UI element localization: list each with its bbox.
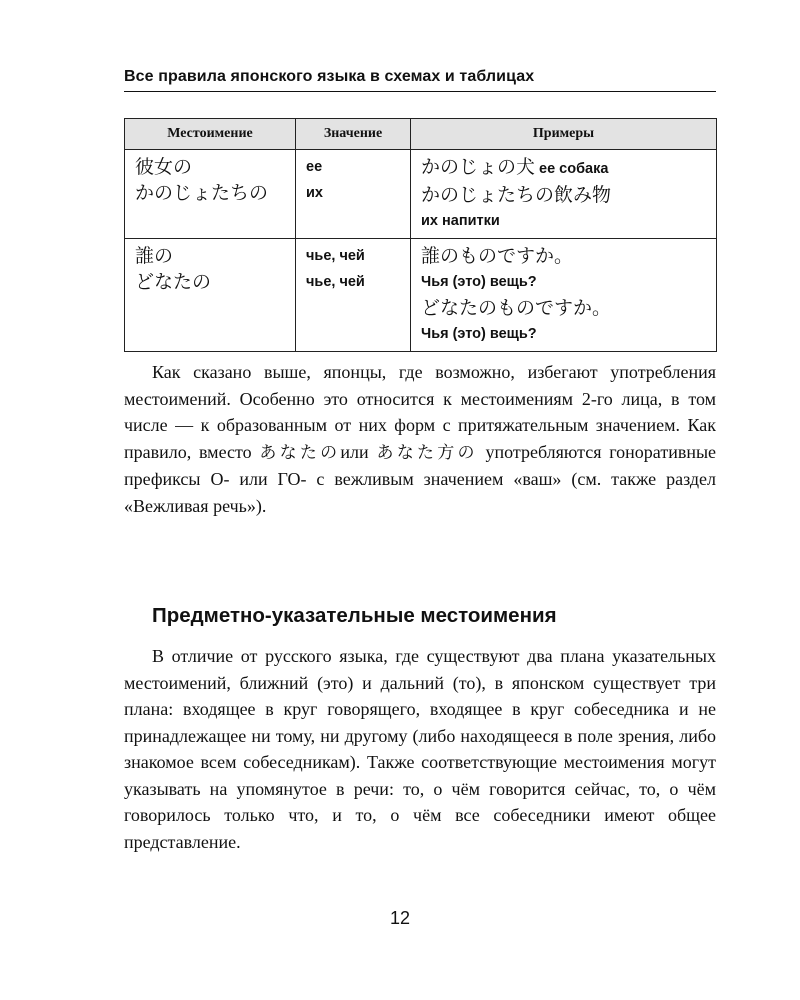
section-heading: Предметно-указательные местоимения bbox=[152, 604, 557, 627]
paragraph-demonstratives bbox=[124, 643, 716, 855]
example-ru: ее собака bbox=[539, 161, 609, 177]
running-head: Все правила японского языка в схемах и таблицах bbox=[124, 68, 716, 92]
column-header-meaning: Значение bbox=[296, 119, 411, 150]
meaning-cell bbox=[296, 150, 411, 239]
example-jp: どなたのものですか。 bbox=[421, 297, 612, 319]
table-row bbox=[125, 239, 717, 352]
example-ru: их напитки bbox=[421, 213, 500, 229]
meaning-cell bbox=[296, 239, 411, 352]
meaning-text: чье, чей bbox=[306, 274, 365, 290]
paragraph-text: В отличие от русского языка, где существуют два плана указательных местоимений, ближний (это) и дальний (то), в японском существует три плана: входящее в круг говорящего, входящее в круг собеседника и не принадлежащее ни тому, ни другому (либо находящееся в поле зрения, либо знакомое всем собеседникам). Также соответствующие местоимения могут указывать на упомянутое в речи: то, о чём говорится сейчас, то, о чём говорилось только что, и то, о чём все собеседники имеют общее представление. bbox=[124, 646, 716, 852]
paragraph-text: Как сказано выше, японцы, где возможно, избегают употребления местоимений. Особенно это относится к местоимениям 2-го лица, в том числе — к образованным от них форм с притяжательным значением. Как правило, вместо bbox=[124, 362, 716, 462]
column-header-pronoun: Местоимение bbox=[125, 119, 296, 150]
pronoun-cell bbox=[125, 239, 296, 352]
pronoun-text: どなたの bbox=[135, 271, 212, 293]
paragraph-pronoun-avoidance bbox=[124, 359, 716, 519]
table-row bbox=[125, 150, 717, 239]
paragraph-text: употребляются гоноративные префиксы О- или ГО- с вежливым значением «ваш» (см. также раздел «Вежливая речь»). bbox=[124, 441, 717, 516]
pronoun-text: かのじょたちの bbox=[135, 182, 269, 204]
pronoun-cell bbox=[125, 150, 296, 239]
examples-cell bbox=[411, 150, 717, 239]
example-jp: かのじょたちの飲み物 bbox=[421, 184, 612, 206]
example-jp: かのじょの犬 bbox=[421, 156, 536, 178]
paragraph-text: или bbox=[340, 441, 377, 462]
pronoun-text: 誰の bbox=[135, 245, 174, 267]
column-header-examples: Примеры bbox=[411, 119, 717, 150]
pronoun-text: 彼女の bbox=[135, 156, 193, 178]
pronoun-table bbox=[124, 118, 717, 352]
page-number: 12 bbox=[389, 908, 411, 928]
japanese-inline: あなたの bbox=[259, 442, 341, 463]
meaning-text: ее bbox=[306, 159, 323, 175]
examples-cell bbox=[411, 239, 717, 352]
example-ru: Чья (это) вещь? bbox=[421, 274, 537, 290]
example-jp: 誰のものですか。 bbox=[421, 245, 574, 267]
table-header-row bbox=[125, 119, 717, 150]
example-line bbox=[421, 154, 708, 182]
japanese-inline: あなた方の bbox=[376, 442, 478, 463]
example-ru: Чья (это) вещь? bbox=[421, 326, 537, 342]
meaning-text: чье, чей bbox=[306, 248, 365, 264]
meaning-text: их bbox=[306, 185, 323, 201]
